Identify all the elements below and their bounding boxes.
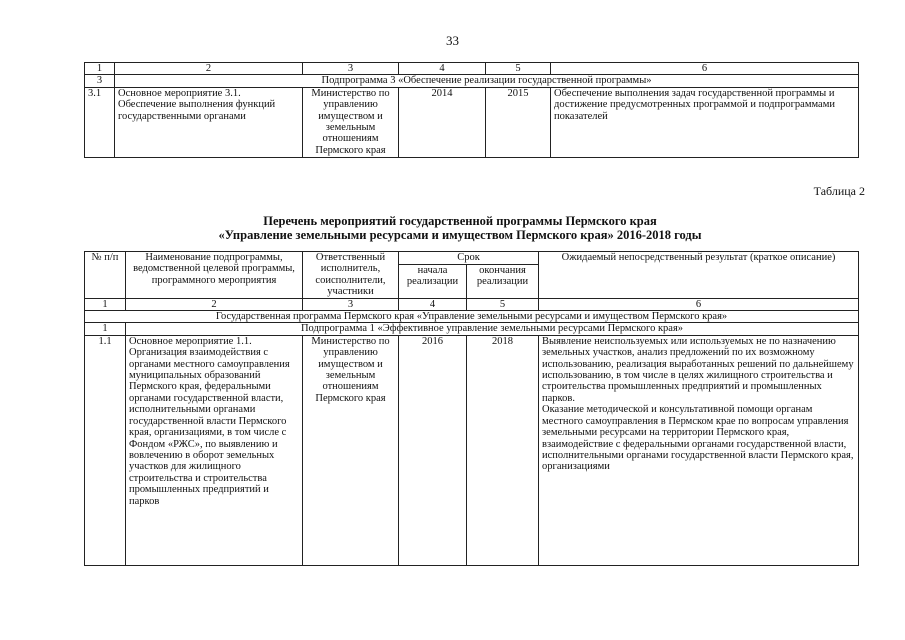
subprogram-title: Подпрограмма 1 «Эффективное управление земельными ресурсами Пермского края» (126, 323, 859, 335)
title-line-2: «Управление земельными ресурсами и имуществом Пермского края» 2016-2018 годы (218, 228, 702, 242)
header-executor: Ответственный исполнитель, соисполнители, участники (303, 252, 399, 299)
subprogram-row (85, 323, 859, 335)
header-start: начала реализации (399, 264, 467, 298)
col-number: 6 (539, 298, 859, 310)
main-table (84, 251, 859, 566)
col-number: 1 (85, 298, 126, 310)
row-number: 3.1 (85, 87, 115, 157)
activity-name: Основное мероприятие 1.1. Организация взаимодействия с органами местного самоуправления муниципальных образований Пермского края, федеральными органами государственной власти, исполнительными органами государственной власти Пермского края, организациями, в том числе с Фондом «РЖС», по выявлению и вовлечению в оборот земельных участков для жилищного строительства и строительства промышленных предприятий и парков (126, 335, 303, 565)
col-number: 4 (399, 63, 486, 75)
title-line-1: Перечень мероприятий государственной программы Пермского края (263, 214, 657, 228)
header-number: № п/п (85, 252, 126, 299)
col-number: 2 (126, 298, 303, 310)
col-number: 5 (486, 63, 551, 75)
header-name: Наименование подпрограммы, ведомственной целевой программы, программного мероприятия (126, 252, 303, 299)
expected-result: Обеспечение выполнения задач государственной программы и достижение предусмотренных программой и подпрограммами показателей (551, 87, 859, 157)
program-row (85, 311, 859, 323)
executor: Министерство по управлению имуществом и земельным отношениям Пермского края (303, 87, 399, 157)
top-table (84, 62, 859, 158)
subprogram-number: 1 (85, 323, 126, 335)
table-label: Таблица 2 (813, 184, 865, 198)
table-title (100, 214, 820, 242)
activity-name: Основное мероприятие 3.1. Обеспечение выполнения функций государственными органами (115, 87, 303, 157)
page-number: 33 (446, 33, 459, 48)
end-year: 2018 (467, 335, 539, 565)
program-title: Государственная программа Пермского края «Управление земельными ресурсами и имуществом Пермского края» (85, 311, 859, 323)
result-paragraph-2: Оказание методической и консультативной помощи органам местного самоуправления в Пермском крае по вопросам управления земельными ресурсами на территории Пермского края, взаимодействие с федеральными органами государственной власти, исполнительными органами государственной власти Пермского края, организациями (542, 404, 854, 473)
table-row (85, 87, 859, 157)
col-number: 4 (399, 298, 467, 310)
start-year: 2016 (399, 335, 467, 565)
header-term: Срок (399, 252, 539, 265)
result-paragraph-1: Выявление неиспользуемых или используемых не по назначению земельных участков, анализ предложений по их возможному использованию, реализация выработанных решений по дальнейшему использованию, в том числе в целях жилищного строительства и строительства промышленных предприятий и промышленных парков. (542, 335, 854, 404)
row-number: 1.1 (85, 335, 126, 565)
col-number: 3 (303, 63, 399, 75)
subprogram-row (85, 75, 859, 87)
col-number: 6 (551, 63, 859, 75)
header-result: Ожидаемый непосредственный результат (краткое описание) (539, 252, 859, 299)
column-number-row (85, 298, 859, 310)
start-year: 2014 (399, 87, 486, 157)
header-row (85, 252, 859, 265)
end-year: 2015 (486, 87, 551, 157)
subprogram-title: Подпрограмма 3 «Обеспечение реализации государственной программы» (115, 75, 859, 87)
executor: Министерство по управлению имуществом и земельным отношениям Пермского края (303, 335, 399, 565)
header-end: окончания реализации (467, 264, 539, 298)
col-number: 3 (303, 298, 399, 310)
col-number: 5 (467, 298, 539, 310)
subprogram-number: 3 (85, 75, 115, 87)
col-number: 1 (85, 63, 115, 75)
column-number-row (85, 63, 859, 75)
col-number: 2 (115, 63, 303, 75)
table-row (85, 335, 859, 565)
expected-result (539, 335, 859, 565)
